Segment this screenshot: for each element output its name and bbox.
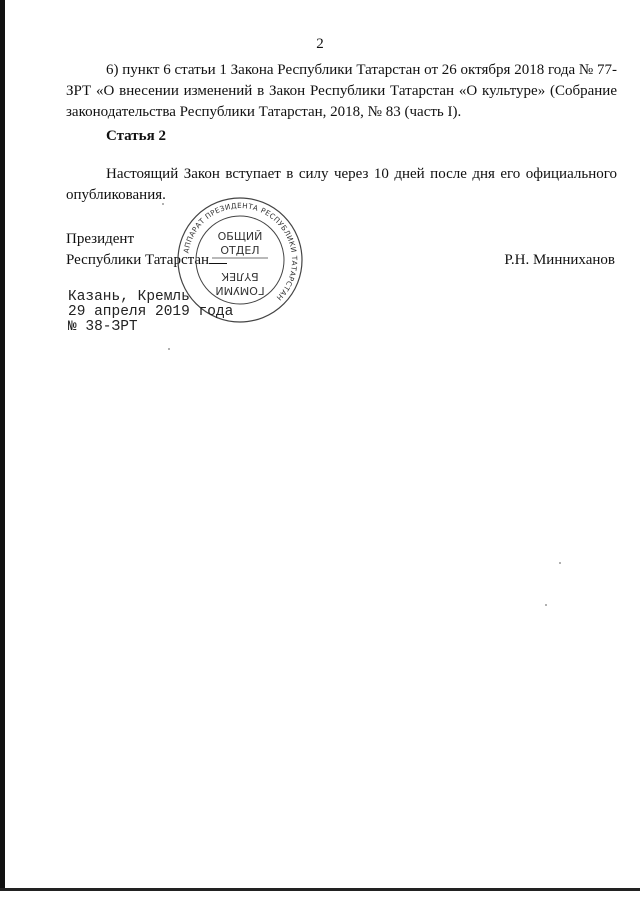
signatory-title-line2: Республики Татарстан: [66, 252, 210, 268]
paragraph-item-6-text: 6) пункт 6 статьи 1 Закона Республики Татарстан от 26 октября 2018 года № 77-ЗРТ «О внесении изменений в Закон Республики Татарстан «О культуре» (Собрание законодательства Республики Татарстан, 2018, № 83 (часть I).: [66, 62, 617, 120]
article-2-paragraph: [66, 164, 617, 206]
seal-line3: БҮЛЕК: [221, 270, 259, 283]
scan-border-bottom: [0, 888, 640, 891]
scan-speck: [168, 348, 170, 350]
document-footer: [68, 290, 233, 335]
footer-place: Казань, Кремль: [68, 289, 190, 305]
footer-number: № 38-ЗРТ: [68, 319, 138, 335]
scan-speck: [559, 562, 561, 564]
seal-ring-text: АППАРАТ ПРЕЗИДЕНТА РЕСПУБЛИКИ ТАТАРСТАН: [181, 200, 300, 303]
scan-border-left: [0, 0, 5, 890]
seal-line2: ОТДЕЛ: [220, 244, 260, 257]
scan-speck: [545, 604, 547, 606]
signatory-name: Р.Н. Минниханов: [504, 252, 615, 268]
article-2-heading: Статья 2: [106, 128, 166, 144]
seal-line4: ГОМУМИ: [215, 284, 265, 297]
paragraph-item-6: [66, 60, 617, 123]
page-number: 2: [316, 36, 324, 52]
signatory-title-line1: Президент: [66, 231, 134, 247]
article-2-text: Настоящий Закон вступает в силу через 10 дней после дня его официального опубликования.: [66, 166, 617, 203]
scan-speck: [162, 203, 164, 205]
seal-line1: ОБЩИЙ: [217, 230, 263, 243]
footer-date: 29 апреля 2019 года: [68, 304, 234, 320]
